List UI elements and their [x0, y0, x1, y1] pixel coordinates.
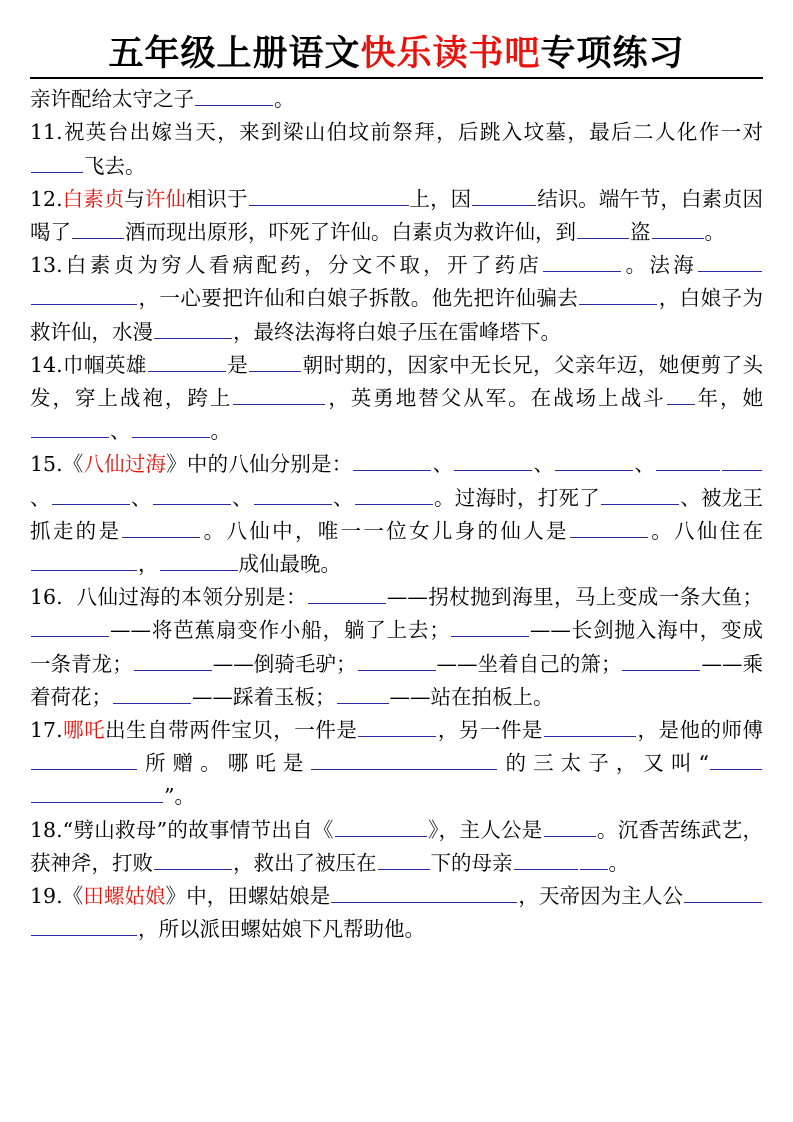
question-number: 19.《: [30, 884, 84, 909]
text-run: 。: [210, 419, 231, 444]
text-run: “劈山救母”的故事情节出自《: [62, 817, 334, 842]
question-15: [30, 448, 763, 581]
answer-blank[interactable]: [148, 349, 226, 372]
term-highlight: 田螺姑娘: [83, 884, 166, 909]
answer-blank[interactable]: [684, 881, 762, 904]
answer-blank[interactable]: [544, 715, 636, 738]
answer-blank[interactable]: [31, 914, 137, 937]
answer-blank[interactable]: [358, 648, 436, 671]
title-part2: 专项练习: [540, 33, 685, 74]
answer-blank[interactable]: [331, 881, 517, 904]
text-run: ，是他的师傅: [636, 718, 764, 743]
answer-blank[interactable]: [710, 748, 762, 771]
text-run: 。八仙中，唯一一位女儿身的仙人是: [201, 518, 569, 543]
question-16: [30, 581, 763, 714]
text-run: 。: [704, 220, 725, 244]
answer-blank[interactable]: [154, 316, 232, 339]
term-highlight: 哪吒: [62, 718, 106, 743]
answer-blank[interactable]: [454, 449, 532, 472]
question-19: [30, 880, 763, 946]
text-run: 八仙过海的本领分别是：: [76, 585, 307, 610]
answer-blank[interactable]: [31, 781, 163, 804]
text-run: ，一心要把许仙和白娘子拆散。他先把许仙骗去: [138, 286, 579, 311]
question-number: 18.: [30, 817, 63, 842]
text-run: 所赠。哪吒是: [138, 751, 311, 776]
answer-blank[interactable]: [555, 449, 633, 472]
answer-blank[interactable]: [134, 648, 212, 671]
text-run: 与: [124, 186, 145, 211]
term-highlight: 许仙: [144, 186, 186, 211]
answer-blank[interactable]: [580, 847, 608, 870]
text-run: ——踩着玉板；: [192, 684, 336, 709]
answer-blank[interactable]: [353, 449, 431, 472]
text-run: 结识。端午节，白素贞因喝了: [30, 186, 764, 244]
answer-blank[interactable]: [31, 549, 137, 572]
answer-blank[interactable]: [31, 748, 137, 771]
answer-blank[interactable]: [153, 482, 231, 505]
answer-blank[interactable]: [378, 847, 430, 870]
text-run: 白素贞为穷人看病配药，分文不取，开了药店: [62, 253, 543, 278]
text-run: 飞去。: [84, 153, 146, 178]
text-run: 下的母亲: [430, 850, 513, 875]
answer-blank[interactable]: [335, 814, 427, 837]
answer-blank[interactable]: [72, 216, 124, 239]
question-number: 13.: [30, 253, 63, 278]
text-run: ，: [138, 552, 159, 577]
text-run: ——将芭蕉扇变作小船，躺了上去；: [110, 618, 450, 643]
answer-blank[interactable]: [514, 847, 578, 870]
text-run: 、: [432, 452, 454, 477]
text-run: 上，因: [409, 186, 472, 211]
answer-blank[interactable]: [544, 814, 596, 837]
text-run: 出生自带两件宝贝，一件是: [105, 718, 358, 743]
question-number: 15.《: [30, 452, 84, 477]
title-highlight: 快乐读书吧: [360, 33, 541, 74]
answer-blank[interactable]: [132, 416, 210, 439]
answer-blank[interactable]: [31, 283, 137, 306]
answer-blank[interactable]: [622, 648, 700, 671]
question-number: 12.: [30, 186, 63, 211]
text-run: 朝时期的，因家中无长兄，父亲年迈，她便剪了头发，穿上战袍，跨上: [30, 352, 764, 411]
answer-blank[interactable]: [249, 349, 301, 372]
text-run: ，白娘子为救许仙，水漫: [30, 286, 764, 344]
answer-blank[interactable]: [355, 482, 433, 505]
question-number: 16.: [30, 585, 63, 610]
paragraph-continuation: [30, 83, 763, 116]
text-run: ”。: [164, 784, 195, 809]
answer-blank[interactable]: [195, 84, 273, 107]
text-run: 、: [231, 485, 253, 510]
text-run: 酒而现出原形，吓死了许仙。白素贞为救许仙，到: [125, 220, 576, 244]
text-run: ——坐着自己的箫；: [436, 651, 622, 676]
answer-blank[interactable]: [160, 549, 238, 572]
term-highlight: 白素贞: [62, 186, 125, 211]
question-14: [30, 349, 763, 449]
answer-blank[interactable]: [472, 183, 536, 206]
question-12: [30, 183, 763, 249]
question-number: 17.: [30, 718, 63, 743]
answer-blank[interactable]: [358, 715, 436, 738]
text-run: ——乘着荷花；: [30, 651, 764, 709]
text-run: 、: [634, 452, 656, 477]
text-run: 、: [332, 485, 354, 510]
text-run: 》中，田螺姑娘是: [165, 884, 331, 909]
text-run: 》，主人公是: [427, 817, 543, 842]
text-run: 》中的八仙分别是：: [166, 452, 353, 477]
text-run: 、: [30, 485, 51, 510]
text-run: ——拐杖抛到海里，马上变成一条大鱼；: [386, 585, 763, 610]
text-run: ——倒骑毛驴；: [212, 651, 357, 676]
question-13: [30, 249, 763, 349]
answer-blank[interactable]: [579, 283, 657, 306]
text-run: 、: [130, 485, 152, 510]
text-run: 。: [608, 850, 629, 875]
text-run: ，英勇地替父从军。在战场上战斗: [326, 386, 666, 411]
text-run: ，所以派田螺姑娘下凡帮助他。: [138, 917, 425, 942]
text-run: ，另一件是: [437, 718, 543, 743]
answer-blank[interactable]: [113, 681, 191, 704]
question-number: 14.: [30, 352, 63, 377]
text-run: 成仙最晚。: [238, 552, 341, 577]
text-run: 。过海时，打死了: [433, 485, 600, 510]
text-run: 盗: [630, 220, 651, 244]
text-run: 相识于: [185, 186, 248, 211]
question-18: [30, 814, 763, 880]
text-run: ——站在拍板上。: [389, 684, 554, 709]
question-number: 11.: [30, 120, 63, 145]
answer-blank[interactable]: [154, 847, 232, 870]
answer-blank[interactable]: [31, 615, 109, 638]
answer-blank[interactable]: [451, 615, 529, 638]
text-run: 。八仙住在: [648, 518, 764, 543]
answer-blank[interactable]: [667, 383, 695, 406]
text-run: 、: [533, 452, 555, 477]
text-run: ——长剑抛入海中，变成一条青龙；: [30, 618, 764, 676]
term-highlight: 八仙过海: [83, 452, 167, 477]
text-run: 祝英台出嫁当天，来到梁山伯坟前祭拜，后跳入坟墓，最后二人化作一对: [62, 120, 763, 145]
question-17: [30, 714, 763, 814]
text-run: 。沉香苦练武艺，获神斧，打败: [30, 817, 764, 875]
answer-blank[interactable]: [652, 216, 704, 239]
page-title: [30, 34, 763, 79]
text-run: 的三太子，又叫“: [498, 751, 710, 776]
text-run: 亲许配给太守之子: [30, 87, 194, 112]
answer-blank[interactable]: [570, 515, 648, 538]
answer-blank[interactable]: [577, 216, 629, 239]
answer-blank[interactable]: [52, 482, 130, 505]
answer-blank[interactable]: [233, 383, 325, 406]
text-run: 是: [226, 352, 249, 377]
answer-blank[interactable]: [601, 482, 679, 505]
answer-blank[interactable]: [31, 416, 109, 439]
title-part1: 五年级上册语文: [108, 33, 361, 74]
text-run: 。法海: [622, 253, 698, 278]
answer-blank[interactable]: [337, 681, 389, 704]
text-run: 巾帼英雄: [62, 352, 147, 377]
text-run: 年，她: [695, 386, 764, 411]
answer-blank[interactable]: [656, 449, 720, 472]
text-run: ，最终法海将白娘子压在雷峰塔下。: [233, 319, 561, 344]
answer-blank[interactable]: [122, 515, 200, 538]
text-run: 。: [274, 87, 295, 112]
answer-blank[interactable]: [308, 582, 386, 605]
answer-blank[interactable]: [698, 250, 762, 273]
text-run: ，救出了被压在: [233, 850, 377, 875]
answer-blank[interactable]: [31, 150, 83, 173]
text-run: 、被龙王抓走的是: [30, 485, 763, 543]
question-11: [30, 116, 763, 182]
document-body: [30, 83, 763, 946]
answer-blank[interactable]: [249, 183, 409, 206]
text-run: ，天帝因为主人公: [518, 884, 684, 909]
answer-blank[interactable]: [311, 748, 497, 771]
text-run: 、: [110, 419, 131, 444]
answer-blank[interactable]: [254, 482, 332, 505]
answer-blank[interactable]: [543, 250, 621, 273]
answer-blank[interactable]: [722, 449, 762, 472]
